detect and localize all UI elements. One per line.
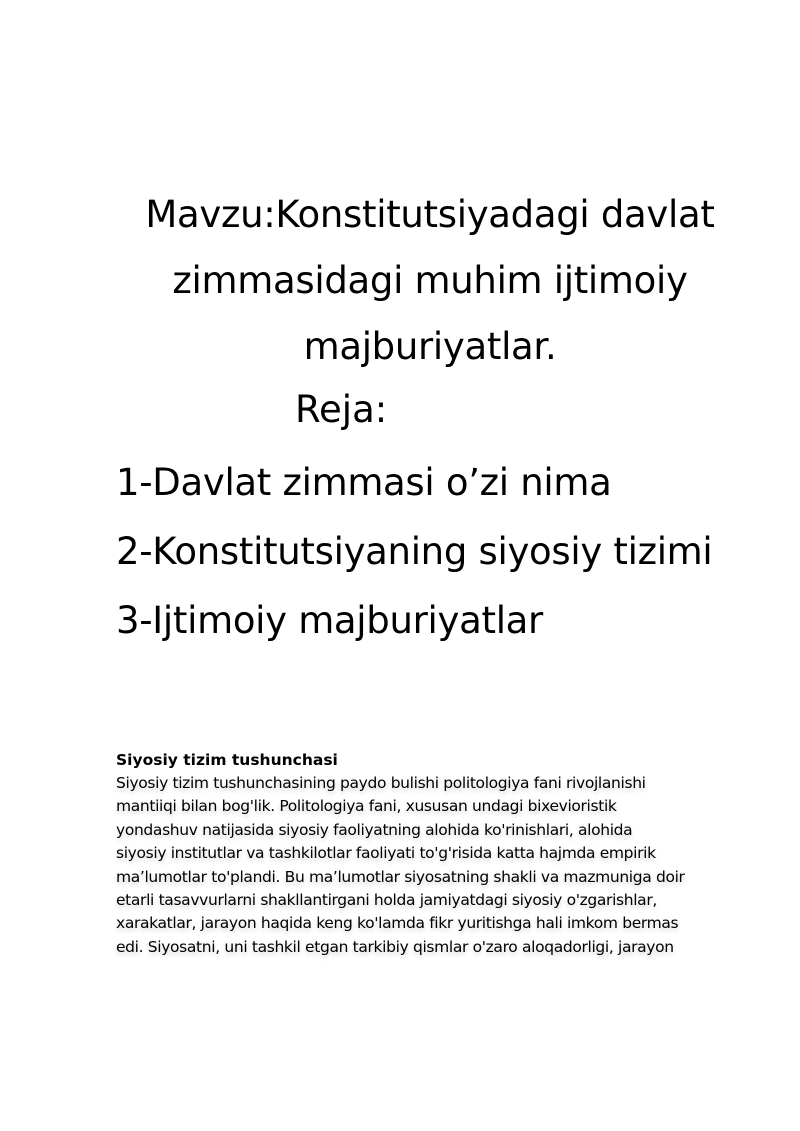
- section-body: [116, 772, 746, 959]
- plan-heading: Reja:: [295, 388, 388, 431]
- body-line: siyosiy institutlar va tashkilotlar faoliyati to'g'risida katta hajmda empirik: [116, 844, 656, 863]
- section-siyosiy-tizim: [116, 748, 746, 959]
- body-line: ma’lumotlar to'plandi. Bu ma’lumotlar siyosatning shakli va mazmuniga doir: [116, 867, 685, 886]
- plan-item: 3-Ijtimoiy majburiyatlar: [116, 599, 543, 642]
- document-title: [100, 182, 760, 380]
- body-line: etarli tasavvurlarni shakllantirgani holda jamiyatdagi siyosiy o'zgarishlar,: [116, 891, 657, 910]
- title-line: majburiyatlar.: [303, 325, 557, 368]
- body-line: yondashuv natijasida siyosiy faoliyatning alohida ko'rinishlari, alohida: [116, 820, 633, 839]
- title-line: Mavzu:Konstitutsiyadagi davlat: [145, 193, 715, 236]
- plan-item: 2-Konstitutsiyaning siyosiy tizimi: [116, 530, 713, 573]
- title-line: zimmasidagi muhim ijtimoiy: [172, 259, 688, 302]
- plan-item: 1-Davlat zimmasi o’zi nima: [116, 461, 612, 504]
- body-line: xarakatlar, jarayon haqida keng ko'lamda fikr yuritishga hali imkom bermas: [116, 914, 679, 933]
- plan-list: [116, 452, 716, 659]
- section-heading: Siyosiy tizim tushunchasi: [116, 751, 338, 769]
- body-line: Siyosiy tizim tushunchasining paydo bulishi politologiya fani rivojlanishi: [116, 774, 646, 792]
- body-line: edi. Siyosatni, uni tashkil etgan tarkibiy qismlar o'zaro aloqadorligi, jarayon: [116, 937, 674, 956]
- body-line: mantiiqi bilan bog'lik. Politologiya fani, xususan undagi bixevioristik: [116, 797, 617, 816]
